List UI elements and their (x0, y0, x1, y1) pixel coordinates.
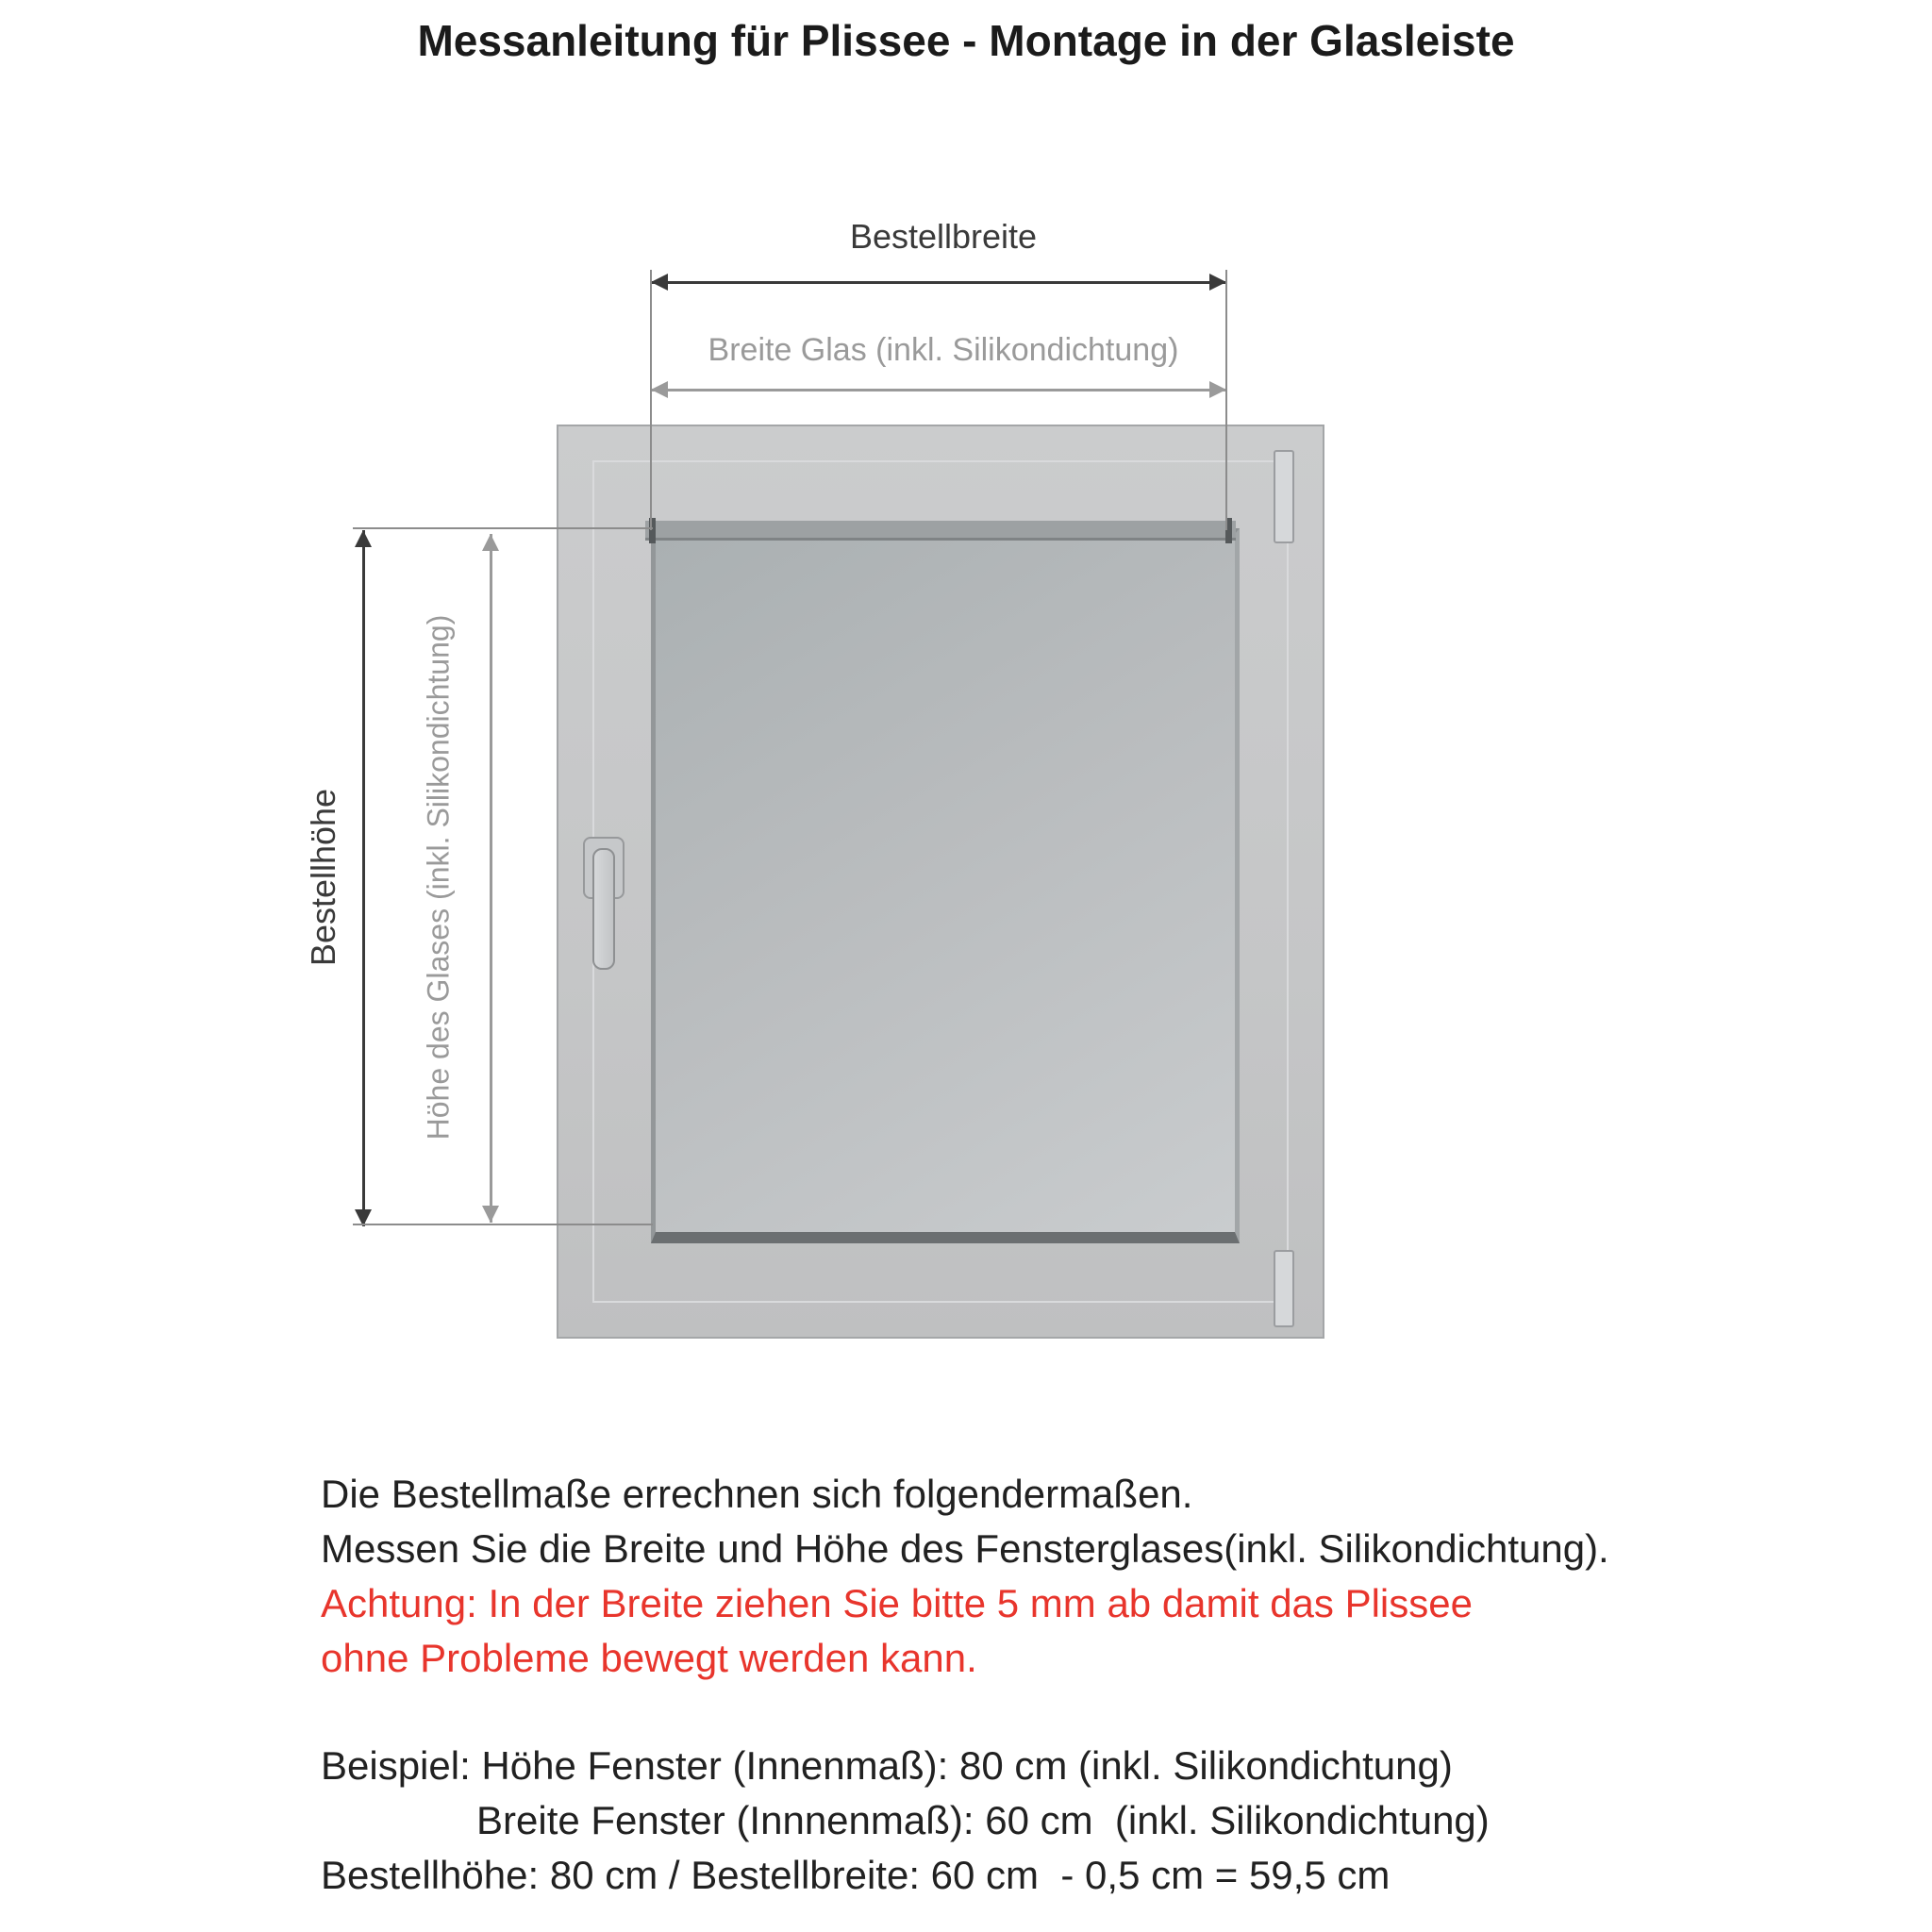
instruction-warning-line2: ohne Probleme bewegt werden kann. (321, 1636, 977, 1680)
extension-line-height-top (353, 527, 653, 529)
window-glass (651, 528, 1240, 1243)
instruction-example-line2: Breite Fenster (Innnenmaß): 60 cm (inkl. Silikondichtung) (476, 1798, 1490, 1842)
glass-height-arrow (490, 534, 492, 1223)
window-frame (557, 425, 1324, 1339)
extension-line-width-right (1225, 270, 1227, 530)
page-title: Messanleitung für Plissee - Montage in der Glasleiste (417, 16, 1515, 65)
instruction-intro-line1: Die Bestellmaße errechnen sich folgendermaßen. (321, 1472, 1193, 1516)
order-height-arrow (362, 530, 365, 1226)
instruction-example-line3: Bestellhöhe: 80 cm / Bestellbreite: 60 cm - 0,5 cm = 59,5 cm (321, 1853, 1391, 1897)
order-width-arrow (651, 281, 1226, 284)
instruction-intro-line2: Messen Sie die Breite und Höhe des Fensterglases(inkl. Silikondichtung). (321, 1526, 1609, 1571)
order-width-label: Bestellbreite (849, 217, 1038, 256)
glass-width-arrow (651, 389, 1226, 391)
extension-line-width-left (650, 270, 652, 530)
glass-width-label: Breite Glas (inkl. Silikondichtung) (708, 332, 1179, 368)
glass-height-label: Höhe des Glases (inkl. Silikondichtung) (421, 614, 456, 1141)
extension-line-height-bottom (353, 1224, 653, 1225)
window-hinge-top (1274, 450, 1294, 543)
instruction-example-line1: Beispiel: Höhe Fenster (Innenmaß): 80 cm (inkl. Silikondichtung) (321, 1743, 1453, 1788)
window-handle (592, 848, 615, 970)
instruction-warning-line1: Achtung: In der Breite ziehen Sie bitte 5 mm ab damit das Plissee (321, 1581, 1473, 1625)
order-height-label: Bestellhöhe (304, 788, 342, 967)
window-hinge-bottom (1274, 1250, 1294, 1327)
glazing-bead-rail (645, 521, 1236, 541)
